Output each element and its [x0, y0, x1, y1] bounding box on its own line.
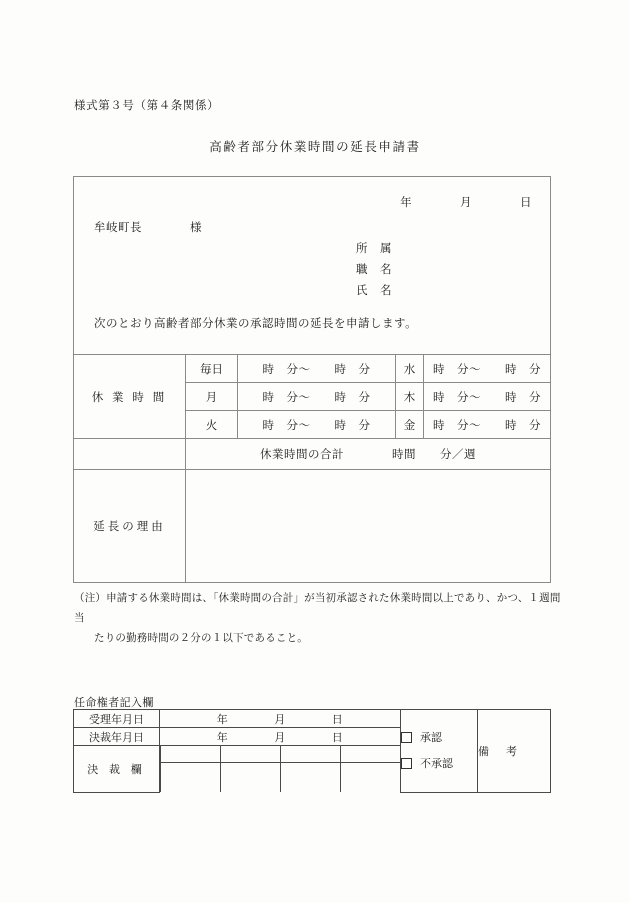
reject-label: 不承認: [420, 757, 453, 770]
document-title: 高齢者部分休業時間の延長申請書: [209, 140, 421, 154]
time-field-monday[interactable]: 時 分〜 時 分: [238, 383, 396, 411]
position-label: 職 名: [356, 264, 392, 276]
decision-date-field[interactable]: 年 月 日: [160, 728, 401, 746]
approval-stamp-cell[interactable]: [161, 746, 221, 763]
remarks-cell[interactable]: [478, 710, 551, 793]
approval-column-label: 決 裁 欄: [74, 746, 160, 793]
submission-date-line: 年 月 日: [400, 197, 533, 209]
approval-stamp-cell[interactable]: [340, 763, 400, 793]
approval-stamp-row-bottom: [161, 763, 401, 793]
day-label-thursday: 木: [396, 383, 424, 411]
remarks-label: 備 考: [478, 745, 520, 758]
applicant-fields: [356, 239, 392, 302]
intro-row: [74, 177, 551, 355]
approval-stamp-row-top: [161, 746, 401, 763]
day-label-everyday: 毎日: [186, 355, 238, 383]
name-label: 氏 名: [356, 285, 392, 297]
application-form-table: [73, 176, 551, 583]
time-field-tuesday[interactable]: 時 分〜 時 分: [238, 411, 396, 439]
approval-stamp-cell[interactable]: [280, 746, 340, 763]
approval-stamp-cell[interactable]: [220, 763, 280, 793]
note-line-2: たりの勤務時間の２分の１以下であること。: [94, 633, 308, 644]
decision-date-label: 決裁年月日: [74, 728, 160, 746]
time-field-friday[interactable]: 時 分〜 時 分: [424, 411, 551, 439]
leave-hours-row-1: [74, 355, 551, 383]
time-field-thursday[interactable]: 時 分〜 時 分: [424, 383, 551, 411]
leave-hours-total-row: [74, 439, 551, 470]
approval-grid-wrapper: [160, 746, 401, 793]
total-hours-field[interactable]: 休業時間の合計 時間 分／週: [186, 439, 551, 470]
reason-label: 延長の理由: [74, 470, 186, 583]
approval-stamp-cell[interactable]: [340, 746, 400, 763]
approval-stamp-cell[interactable]: [280, 763, 340, 793]
day-label-wednesday: 水: [396, 355, 424, 383]
approval-stamp-cell[interactable]: [161, 763, 221, 793]
approval-stamp-cell[interactable]: [220, 746, 280, 763]
day-label-monday: 月: [186, 383, 238, 411]
appointer-table: [73, 709, 551, 793]
form-note: [74, 589, 564, 649]
checkbox-icon-reject[interactable]: [401, 758, 412, 769]
appointer-section-label: 任命権者記入欄: [74, 697, 154, 709]
total-row-spacer: [74, 439, 186, 470]
form-number: 様式第３号（第４条関係）: [74, 100, 220, 112]
affiliation-label: 所 属: [356, 243, 392, 255]
receipt-date-field[interactable]: 年 月 日: [160, 710, 401, 728]
day-label-tuesday: 火: [186, 411, 238, 439]
checkbox-icon-approve[interactable]: [401, 732, 412, 743]
note-line-1: （注）申請する休業時間は、「休業時間の合計」が当初承認された休業時間以上であり、かつ、１週間当: [74, 593, 561, 624]
intro-block: [74, 177, 551, 355]
receipt-date-label: 受理年月日: [74, 710, 160, 728]
approval-checkbox-group: [401, 710, 478, 793]
receipt-date-row: [74, 710, 551, 728]
application-statement: 次のとおり高齢者部分休業の承認時間の延長を申請します。: [94, 318, 418, 330]
time-field-everyday[interactable]: 時 分〜 時 分: [238, 355, 396, 383]
reason-row: [74, 470, 551, 583]
approve-option[interactable]: [401, 725, 477, 751]
leave-hours-section-label: 休 業 時 間: [74, 355, 186, 439]
reject-option[interactable]: [401, 751, 477, 777]
day-label-friday: 金: [396, 411, 424, 439]
time-field-wednesday[interactable]: 時 分〜 時 分: [424, 355, 551, 383]
approve-label: 承認: [420, 731, 442, 744]
reason-input-area[interactable]: [186, 470, 551, 583]
addressee-line: 牟岐町長 様: [94, 222, 202, 234]
